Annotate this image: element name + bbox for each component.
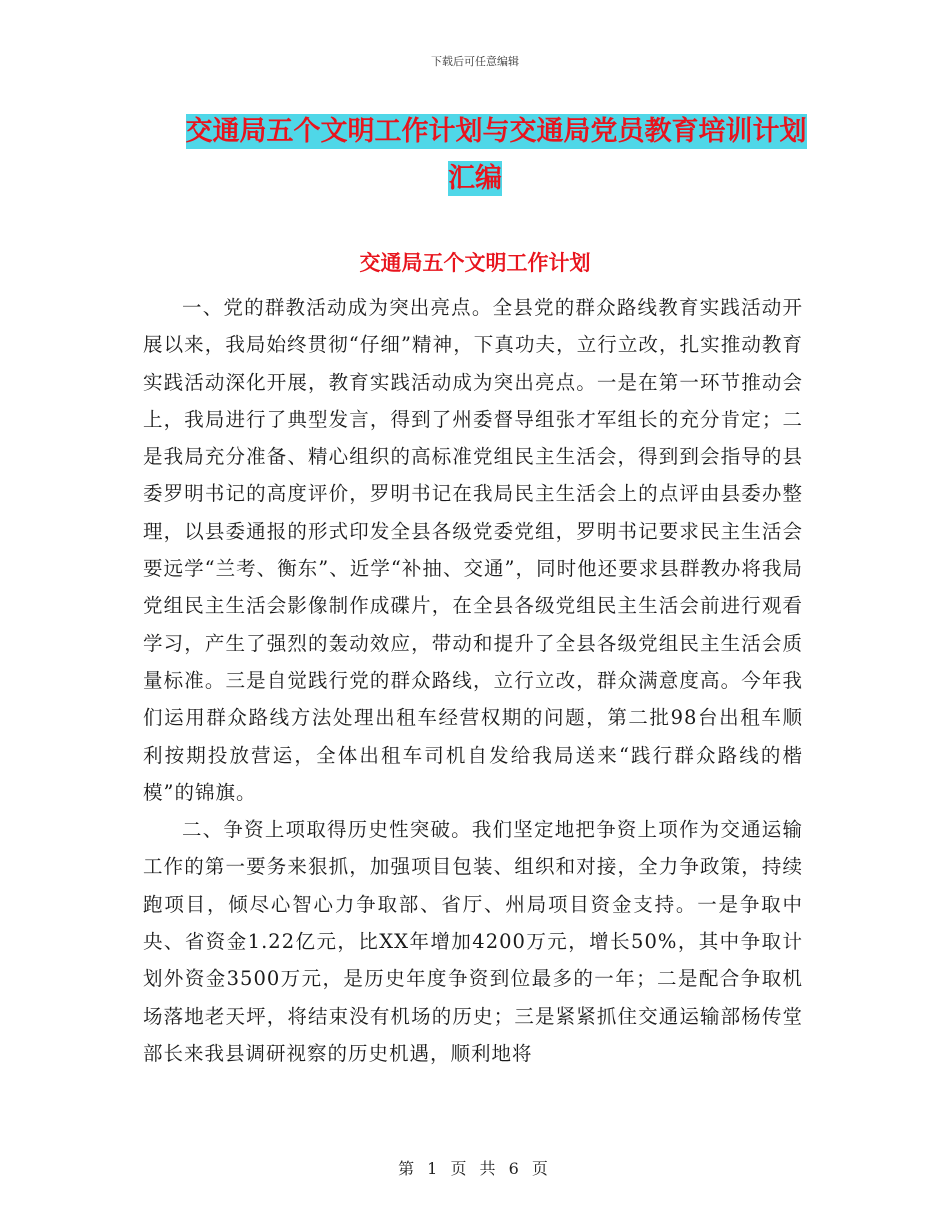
document-title (0, 108, 950, 202)
paragraph-1: 一、党的群教活动成为突出亮点。全县党的群众路线教育实践活动开展以来，我局始终贯彻“仔细”精神，下真功夫，立行立改，扎实推动教育实践活动深化开展，教育实践活动成为突出亮点。一是在第一环节推动会上，我局进行了典型发言，得到了州委督导组张才军组长的充分肯定；二是我局充分准备、精心组织的高标准党组民主生活会，得到到会指导的县委罗明书记的高度评价，罗明书记在我局民主生活会上的点评由县委办整理，以县委通报的形式印发全县各级党委党组，罗明书记要求民主生活会要远学“兰考、衡东”、近学“补抽、交通”，同时他还要求县群教办将我局党组民主生活会影像制作成碟片，在全县各级党组民主生活会前进行观看学习，产生了强烈的轰动效应，带动和提升了全县各级党组民主生活会质量标准。三是自觉践行党的群众路线，立行立改，群众满意度高。今年我们运用群众路线方法处理出租车经营权期的问题，第二批98台出租车顺利按期投放营运，全体出租车司机自发给我局送来“践行群众路线的楷模”的锦旗。 (143, 296, 803, 804)
title-line-1: 交通局五个文明工作计划与交通局党员教育培训计划 (185, 116, 807, 147)
section-title: 交通局五个文明工作计划 (359, 251, 591, 275)
header-note: 下载后可任意编辑 (431, 55, 519, 68)
page-number-footer: 第 1 页 共 6 页 (398, 1159, 552, 1178)
body-text (143, 289, 803, 1072)
paragraph-2: 二、争资上项取得历史性突破。我们坚定地把争资上项作为交通运输工作的第一要务来狠抓，加强项目包装、组织和对接，全力争政策，持续跑项目，倾尽心智心力争取部、省厅、州局项目资金支持。一是争取中央、省资金1.22亿元，比XX年增加4200万元，增长50%，其中争取计划外资金3500万元，是历史年度争资到位最多的一年；二是配合争取机场落地老天坪，将结束没有机场的历史；三是紧紧抓住交通运输部杨传堂部长来我县调研视察的历史机遇，顺利地将 (143, 818, 803, 1065)
title-line-2: 汇编 (448, 163, 502, 194)
